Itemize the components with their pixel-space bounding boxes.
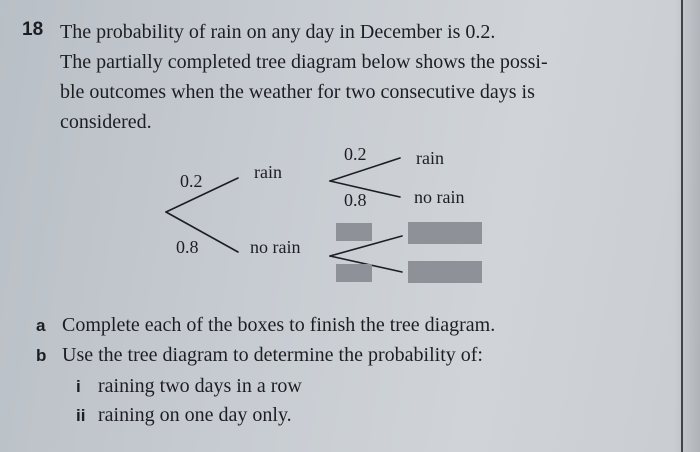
answer-box-prob-rain-after-norain[interactable] (336, 223, 372, 241)
outcome-day1-rain: rain (254, 162, 282, 182)
prob-day1-norain: 0.8 (176, 237, 199, 257)
outcome-day1-norain: no rain (250, 237, 301, 257)
answer-box-prob-norain-after-norain[interactable] (336, 264, 372, 282)
part-a (36, 314, 495, 337)
prob-day1-rain: 0.2 (180, 171, 203, 191)
outcome-day2-norain-after-rain: no rain (414, 187, 465, 207)
prob-day2-rain-after-rain: 0.2 (344, 144, 367, 164)
part-a-text: Complete each of the boxes to finish the tree diagram. (62, 314, 496, 336)
part-b-letter: b (36, 346, 47, 365)
intro-line: The partially completed tree diagram below shows the possi- (60, 51, 548, 73)
answer-box-outcome-norain-after-norain[interactable] (408, 261, 482, 283)
part-b-i (76, 375, 302, 398)
part-b (36, 344, 483, 367)
part-b-i-letter: i (76, 377, 81, 396)
answer-box-outcome-rain-after-norain[interactable] (408, 222, 482, 244)
question-number: 18 (22, 19, 44, 40)
prob-day2-norain-after-rain: 0.8 (344, 190, 367, 210)
part-b-ii-text: raining on one day only. (98, 404, 292, 426)
part-b-i-text: raining two days in a row (98, 375, 302, 397)
intro-line: ble outcomes when the weather for two consecutive days is (60, 81, 535, 103)
part-b-ii (76, 404, 292, 427)
outcome-day2-rain-after-rain: rain (416, 148, 444, 168)
part-b-text: Use the tree diagram to determine the probability of: (62, 344, 483, 366)
intro-line: The probability of rain on any day in December is 0.2. (60, 21, 496, 43)
part-a-letter: a (36, 316, 46, 335)
intro-line: considered. (60, 111, 152, 133)
part-b-ii-letter: ii (76, 406, 86, 425)
